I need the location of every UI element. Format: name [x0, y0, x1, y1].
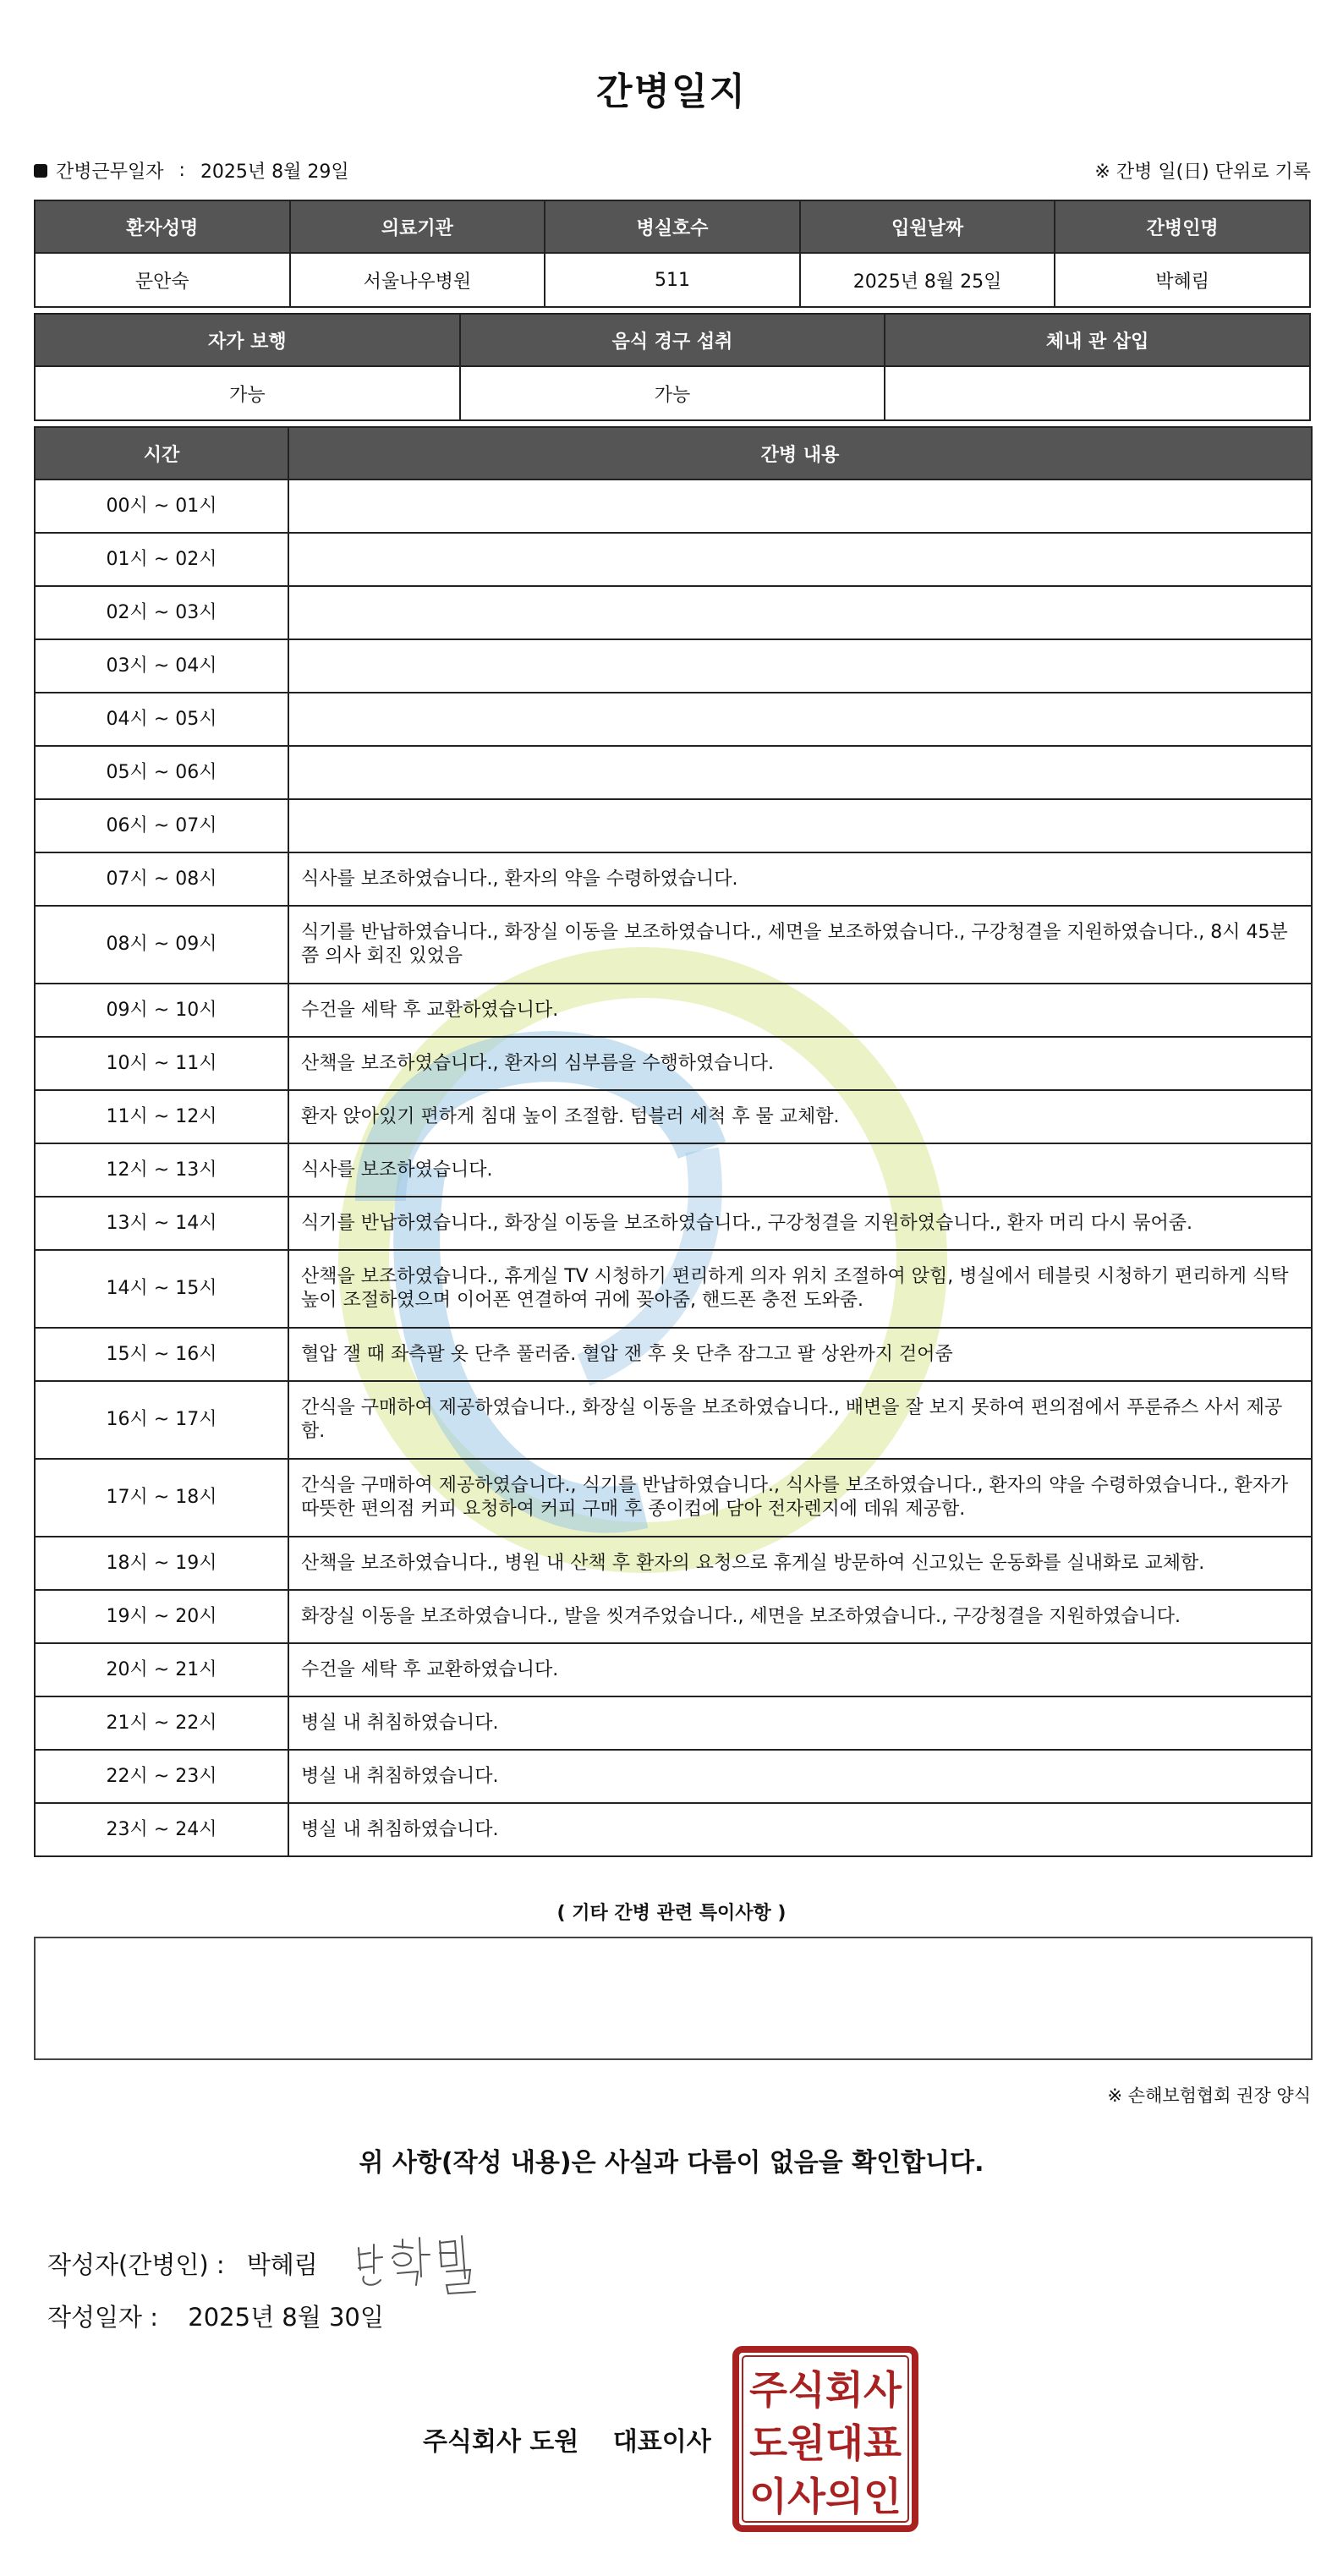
care-log-row: [35, 1537, 1312, 1590]
care-log-table: [34, 426, 1313, 1857]
header-care-content: 간병 내용: [288, 427, 1312, 480]
patient-name: 문안숙: [35, 253, 290, 307]
time-slot: 00시 ~ 01시: [35, 480, 288, 533]
self-walking-value: 가능: [35, 366, 460, 420]
bullet-icon: [34, 164, 47, 178]
written-date-row: [47, 2299, 384, 2333]
oral-intake-value: 가능: [460, 366, 885, 420]
care-log-row: [35, 480, 1312, 533]
care-log-row: [35, 746, 1312, 799]
care-log-row: [35, 586, 1312, 639]
care-log-row: [35, 1381, 1312, 1459]
care-content: 식기를 반납하였습니다., 화장실 이동을 보조하였습니다., 세면을 보조하였습니다., 구강청결을 지원하였습니다., 8시 45분쯤 의사 회진 있었음: [288, 906, 1312, 984]
writer-row: [47, 2229, 513, 2297]
care-log-row: [35, 1643, 1312, 1696]
care-content: 병실 내 취침하였습니다.: [288, 1696, 1312, 1750]
header-self-walking: 자가 보행: [35, 314, 460, 366]
admission-date: 2025년 8월 25일: [800, 253, 1055, 307]
care-content: [288, 586, 1312, 639]
time-slot: 07시 ~ 08시: [35, 852, 288, 906]
status-header-row: [35, 314, 1310, 366]
time-slot: 03시 ~ 04시: [35, 639, 288, 693]
patient-value-row: [35, 253, 1310, 307]
seal-line-2: 도원대표: [749, 2420, 902, 2466]
care-log-row: [35, 1090, 1312, 1143]
notes-title: ( 기타 간병 관련 특이사항 ): [556, 1903, 787, 1924]
time-slot: 16시 ~ 17시: [35, 1381, 288, 1459]
care-content: 식사를 보조하였습니다., 환자의 약을 수령하였습니다.: [288, 852, 1312, 906]
header-admission-date: 입원날짜: [800, 200, 1055, 253]
header-caregiver: 간병인명: [1055, 200, 1310, 253]
care-log-row: [35, 1590, 1312, 1643]
company-rep-title: 대표이사: [612, 2427, 711, 2457]
header-tube-insertion: 체내 관 삽입: [885, 314, 1310, 366]
writer-label: 작성자(간병인) :: [47, 2250, 225, 2279]
time-slot: 22시 ~ 23시: [35, 1750, 288, 1803]
care-content: 병실 내 취침하였습니다.: [288, 1750, 1312, 1803]
company-signature-line: [423, 2420, 711, 2458]
written-date-value: 2025년 8월 30일: [188, 2303, 384, 2332]
hospital-name: 서울나우병원: [290, 253, 545, 307]
handwritten-signature: [352, 2229, 513, 2297]
meta-row: [34, 157, 1311, 188]
care-content: 화장실 이동을 보조하였습니다., 발을 씻겨주었습니다., 세면을 보조하였습니다., 구강청결을 지원하였습니다.: [288, 1590, 1312, 1643]
tube-insertion-value: [885, 366, 1310, 420]
caregiver-name: 박혜림: [1055, 253, 1310, 307]
care-log-row: [35, 1750, 1312, 1803]
care-content: [288, 639, 1312, 693]
care-log-row: [35, 1197, 1312, 1250]
time-slot: 10시 ~ 11시: [35, 1037, 288, 1090]
care-log-row: [35, 693, 1312, 746]
care-log-row: [35, 984, 1312, 1037]
writer-name: 박혜림: [246, 2250, 318, 2279]
care-log-row: [35, 1037, 1312, 1090]
care-log-row: [35, 1696, 1312, 1750]
care-content: 수건을 세탁 후 교환하였습니다.: [288, 984, 1312, 1037]
time-slot: 15시 ~ 16시: [35, 1328, 288, 1381]
care-content: [288, 480, 1312, 533]
unit-note: ※ 간병 일(日) 단위로 기록: [1094, 162, 1311, 183]
care-content: 병실 내 취침하였습니다.: [288, 1803, 1312, 1856]
care-log-row: [35, 799, 1312, 852]
time-slot: 05시 ~ 06시: [35, 746, 288, 799]
care-log-row: [35, 1328, 1312, 1381]
care-log-row: [35, 906, 1312, 984]
care-content: 산책을 보조하였습니다., 병원 내 산책 후 환자의 요청으로 휴게실 방문하여 신고있는 운동화를 실내화로 교체함.: [288, 1537, 1312, 1590]
time-slot: 14시 ~ 15시: [35, 1250, 288, 1328]
work-date-value: 2025년 8월 29일: [200, 162, 349, 183]
time-slot: 17시 ~ 18시: [35, 1459, 288, 1537]
care-content: 혈압 잴 때 좌측팔 옷 단추 풀러줌. 혈압 잰 후 옷 단추 잠그고 팔 상완까지 걷어줌: [288, 1328, 1312, 1381]
care-content: [288, 533, 1312, 586]
time-slot: 21시 ~ 22시: [35, 1696, 288, 1750]
header-oral-intake: 음식 경구 섭취: [460, 314, 885, 366]
care-content: 식사를 보조하였습니다.: [288, 1143, 1312, 1197]
care-log-row: [35, 1459, 1312, 1537]
care-content: [288, 693, 1312, 746]
care-log-row: [35, 1803, 1312, 1856]
care-log-row: [35, 1143, 1312, 1197]
care-content: 산책을 보조하였습니다., 환자의 심부름을 수행하였습니다.: [288, 1037, 1312, 1090]
care-log-row: [35, 533, 1312, 586]
header-hospital: 의료기관: [290, 200, 545, 253]
care-content: 환자 앉아있기 편하게 침대 높이 조절함. 텀블러 세척 후 물 교체함.: [288, 1090, 1312, 1143]
time-slot: 18시 ~ 19시: [35, 1537, 288, 1590]
written-date-label: 작성일자 :: [47, 2303, 159, 2332]
care-content: [288, 746, 1312, 799]
work-date: [34, 157, 349, 184]
notes-box: [34, 1937, 1313, 2060]
work-date-sep: :: [178, 160, 185, 181]
time-slot: 01시 ~ 02시: [35, 533, 288, 586]
patient-status-table: [34, 313, 1311, 421]
care-log-row: [35, 639, 1312, 693]
header-time: 시간: [35, 427, 288, 480]
patient-header-row: [35, 200, 1310, 253]
time-slot: 13시 ~ 14시: [35, 1197, 288, 1250]
seal-line-1: 주식회사: [749, 2367, 902, 2413]
time-slot: 11시 ~ 12시: [35, 1090, 288, 1143]
care-content: 간식을 구매하여 제공하였습니다., 식기를 반납하였습니다., 식사를 보조하였습니다., 환자의 약을 수령하였습니다., 환자가 따뜻한 편의점 커피 요청하여 커피 구매 후 종이컵에 담아 전자렌지에 데워 제공함.: [288, 1459, 1312, 1537]
time-slot: 23시 ~ 24시: [35, 1803, 288, 1856]
header-room: 병실호수: [545, 200, 800, 253]
care-content: 산책을 보조하였습니다., 휴게실 TV 시청하기 편리하게 의자 위치 조절하여 앉힘, 병실에서 테블릿 시청하기 편리하게 식탁 높이 조절하였으며 이어폰 연결하여 귀에 꽂아줌, 핸드폰 충전 도와줌.: [288, 1250, 1312, 1328]
time-slot: 12시 ~ 13시: [35, 1143, 288, 1197]
header-patient-name: 환자성명: [35, 200, 290, 253]
care-content: 간식을 구매하여 제공하였습니다., 화장실 이동을 보조하였습니다., 배변을 잘 보지 못하여 편의점에서 푸룬쥬스 사서 제공함.: [288, 1381, 1312, 1459]
time-slot: 06시 ~ 07시: [35, 799, 288, 852]
room-number: 511: [545, 253, 800, 307]
recommend-note: ※ 손해보험협회 권장 양식: [1107, 2085, 1311, 2106]
care-header-row: [35, 427, 1312, 480]
time-slot: 04시 ~ 05시: [35, 693, 288, 746]
care-content: 식기를 반납하였습니다., 화장실 이동을 보조하였습니다., 구강청결을 지원하였습니다., 환자 머리 다시 묶어줌.: [288, 1197, 1312, 1250]
company-seal-stamp: [731, 2344, 920, 2534]
time-slot: 02시 ~ 03시: [35, 586, 288, 639]
care-content: 수건을 세탁 후 교환하였습니다.: [288, 1643, 1312, 1696]
care-log-row: [35, 852, 1312, 906]
confirm-statement: 위 사항(작성 내용)은 사실과 다름이 없음을 확인합니다.: [359, 2148, 984, 2178]
work-date-label: 간병근무일자: [56, 162, 164, 183]
page-title: 간병일지: [595, 70, 747, 113]
time-slot: 19시 ~ 20시: [35, 1590, 288, 1643]
company-name: 주식회사 도원: [423, 2427, 579, 2457]
care-log-row: [35, 1250, 1312, 1328]
status-value-row: [35, 366, 1310, 420]
time-slot: 09시 ~ 10시: [35, 984, 288, 1037]
time-slot: 08시 ~ 09시: [35, 906, 288, 984]
patient-info-table: [34, 200, 1311, 308]
time-slot: 20시 ~ 21시: [35, 1643, 288, 1696]
seal-line-3: 이사의인: [749, 2474, 902, 2519]
care-content: [288, 799, 1312, 852]
